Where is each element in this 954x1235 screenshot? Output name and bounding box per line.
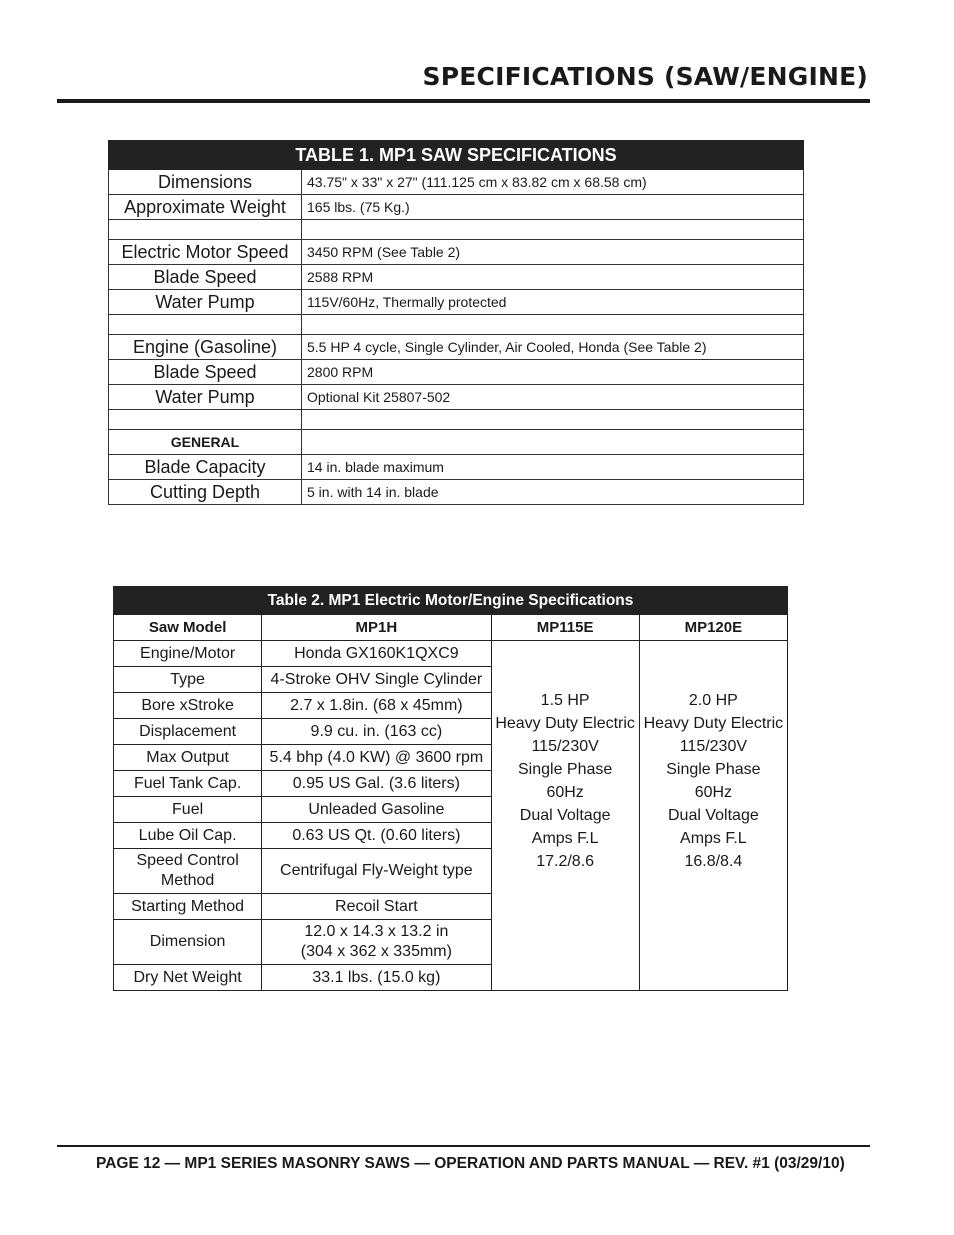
spec-label: Speed Control Method bbox=[114, 849, 262, 894]
spec-label: Fuel Tank Cap. bbox=[114, 771, 262, 797]
mp1h-value: 0.95 US Gal. (3.6 liters) bbox=[262, 771, 491, 797]
spec-label: Water Pump bbox=[109, 385, 302, 410]
spec-label: Starting Method bbox=[114, 894, 262, 920]
spec-label: Engine/Motor bbox=[114, 641, 262, 667]
spec-label: Blade Capacity bbox=[109, 455, 302, 480]
column-header-mp1h: MP1H bbox=[262, 615, 491, 641]
page-footer: PAGE 12 — MP1 SERIES MASONRY SAWS — OPERATION AND PARTS MANUAL — REV. #1 (03/29/10) bbox=[96, 1155, 845, 1172]
spec-label: Lube Oil Cap. bbox=[114, 823, 262, 849]
spacer-row bbox=[109, 315, 804, 335]
mp1h-value: Recoil Start bbox=[262, 894, 491, 920]
column-header-mp120e: MP120E bbox=[639, 615, 787, 641]
spec-label: Blade Speed bbox=[109, 265, 302, 290]
spec-label: Electric Motor Speed bbox=[109, 240, 302, 265]
mp1h-value: 33.1 lbs. (15.0 kg) bbox=[262, 965, 491, 991]
table-row bbox=[109, 480, 804, 505]
mp1h-value: 5.4 bhp (4.0 KW) @ 3600 rpm bbox=[262, 745, 491, 771]
spec-label: Dimension bbox=[114, 920, 262, 965]
spec-value bbox=[302, 430, 804, 455]
spec-value: 165 lbs. (75 Kg.) bbox=[302, 195, 804, 220]
spec-label: Water Pump bbox=[109, 290, 302, 315]
spec-label: Blade Speed bbox=[109, 360, 302, 385]
spec-value: 5.5 HP 4 cycle, Single Cylinder, Air Cooled, Honda (See Table 2) bbox=[302, 335, 804, 360]
spec-label: Displacement bbox=[114, 719, 262, 745]
table-row bbox=[114, 641, 788, 667]
table-row bbox=[109, 170, 804, 195]
table-row bbox=[109, 195, 804, 220]
spec-value: 14 in. blade maximum bbox=[302, 455, 804, 480]
mp1h-value: Centrifugal Fly-Weight type bbox=[262, 849, 491, 894]
mp1h-value: 9.9 cu. in. (163 cc) bbox=[262, 719, 491, 745]
spec-value: 2800 RPM bbox=[302, 360, 804, 385]
spec-label: Dry Net Weight bbox=[114, 965, 262, 991]
spacer-row bbox=[109, 410, 804, 430]
table-row bbox=[109, 430, 804, 455]
spec-value: 2588 RPM bbox=[302, 265, 804, 290]
page-title: SPECIFICATIONS (SAW/ENGINE) bbox=[422, 62, 868, 91]
footer-rule bbox=[57, 1145, 870, 1147]
section-label-general: GENERAL bbox=[109, 430, 302, 455]
spec-value: 3450 RPM (See Table 2) bbox=[302, 240, 804, 265]
spec-label: Fuel bbox=[114, 797, 262, 823]
spec-label: Bore xStroke bbox=[114, 693, 262, 719]
mp1h-value: Unleaded Gasoline bbox=[262, 797, 491, 823]
table-row bbox=[109, 455, 804, 480]
table1-title: TABLE 1. MP1 SAW SPECIFICATIONS bbox=[109, 141, 804, 170]
table-row bbox=[109, 360, 804, 385]
spec-label: Type bbox=[114, 667, 262, 693]
column-header-mp115e: MP115E bbox=[491, 615, 639, 641]
motor-engine-specifications-table bbox=[113, 586, 788, 991]
spec-value: 5 in. with 14 in. blade bbox=[302, 480, 804, 505]
table-row bbox=[109, 385, 804, 410]
table-row bbox=[109, 265, 804, 290]
table-row bbox=[109, 290, 804, 315]
spec-label: Dimensions bbox=[109, 170, 302, 195]
mp1h-value: 12.0 x 14.3 x 13.2 in (304 x 362 x 335mm) bbox=[262, 920, 491, 965]
spec-value: 43.75" x 33" x 27" (111.125 cm x 83.82 cm x 68.58 cm) bbox=[302, 170, 804, 195]
spec-value: 115V/60Hz, Thermally protected bbox=[302, 290, 804, 315]
spec-label: Approximate Weight bbox=[109, 195, 302, 220]
mp120e-ratings: 2.0 HP Heavy Duty Electric 115/230V Single Phase 60Hz Dual Voltage Amps F.L 16.8/8.4 bbox=[639, 641, 787, 991]
column-header-saw-model: Saw Model bbox=[114, 615, 262, 641]
mp1h-value: 2.7 x 1.8in. (68 x 45mm) bbox=[262, 693, 491, 719]
table2-title: Table 2. MP1 Electric Motor/Engine Specifications bbox=[114, 587, 788, 615]
mp1h-value: Honda GX160K1QXC9 bbox=[262, 641, 491, 667]
mp1h-value: 4-Stroke OHV Single Cylinder bbox=[262, 667, 491, 693]
spec-label: Cutting Depth bbox=[109, 480, 302, 505]
table-row bbox=[109, 335, 804, 360]
mp115e-ratings: 1.5 HP Heavy Duty Electric 115/230V Single Phase 60Hz Dual Voltage Amps F.L 17.2/8.6 bbox=[491, 641, 639, 991]
spec-value: Optional Kit 25807-502 bbox=[302, 385, 804, 410]
table-row bbox=[109, 240, 804, 265]
spacer-row bbox=[109, 220, 804, 240]
spec-label: Max Output bbox=[114, 745, 262, 771]
mp1h-value: 0.63 US Qt. (0.60 liters) bbox=[262, 823, 491, 849]
saw-specifications-table bbox=[108, 140, 804, 505]
title-rule bbox=[57, 99, 870, 103]
spec-label: Engine (Gasoline) bbox=[109, 335, 302, 360]
